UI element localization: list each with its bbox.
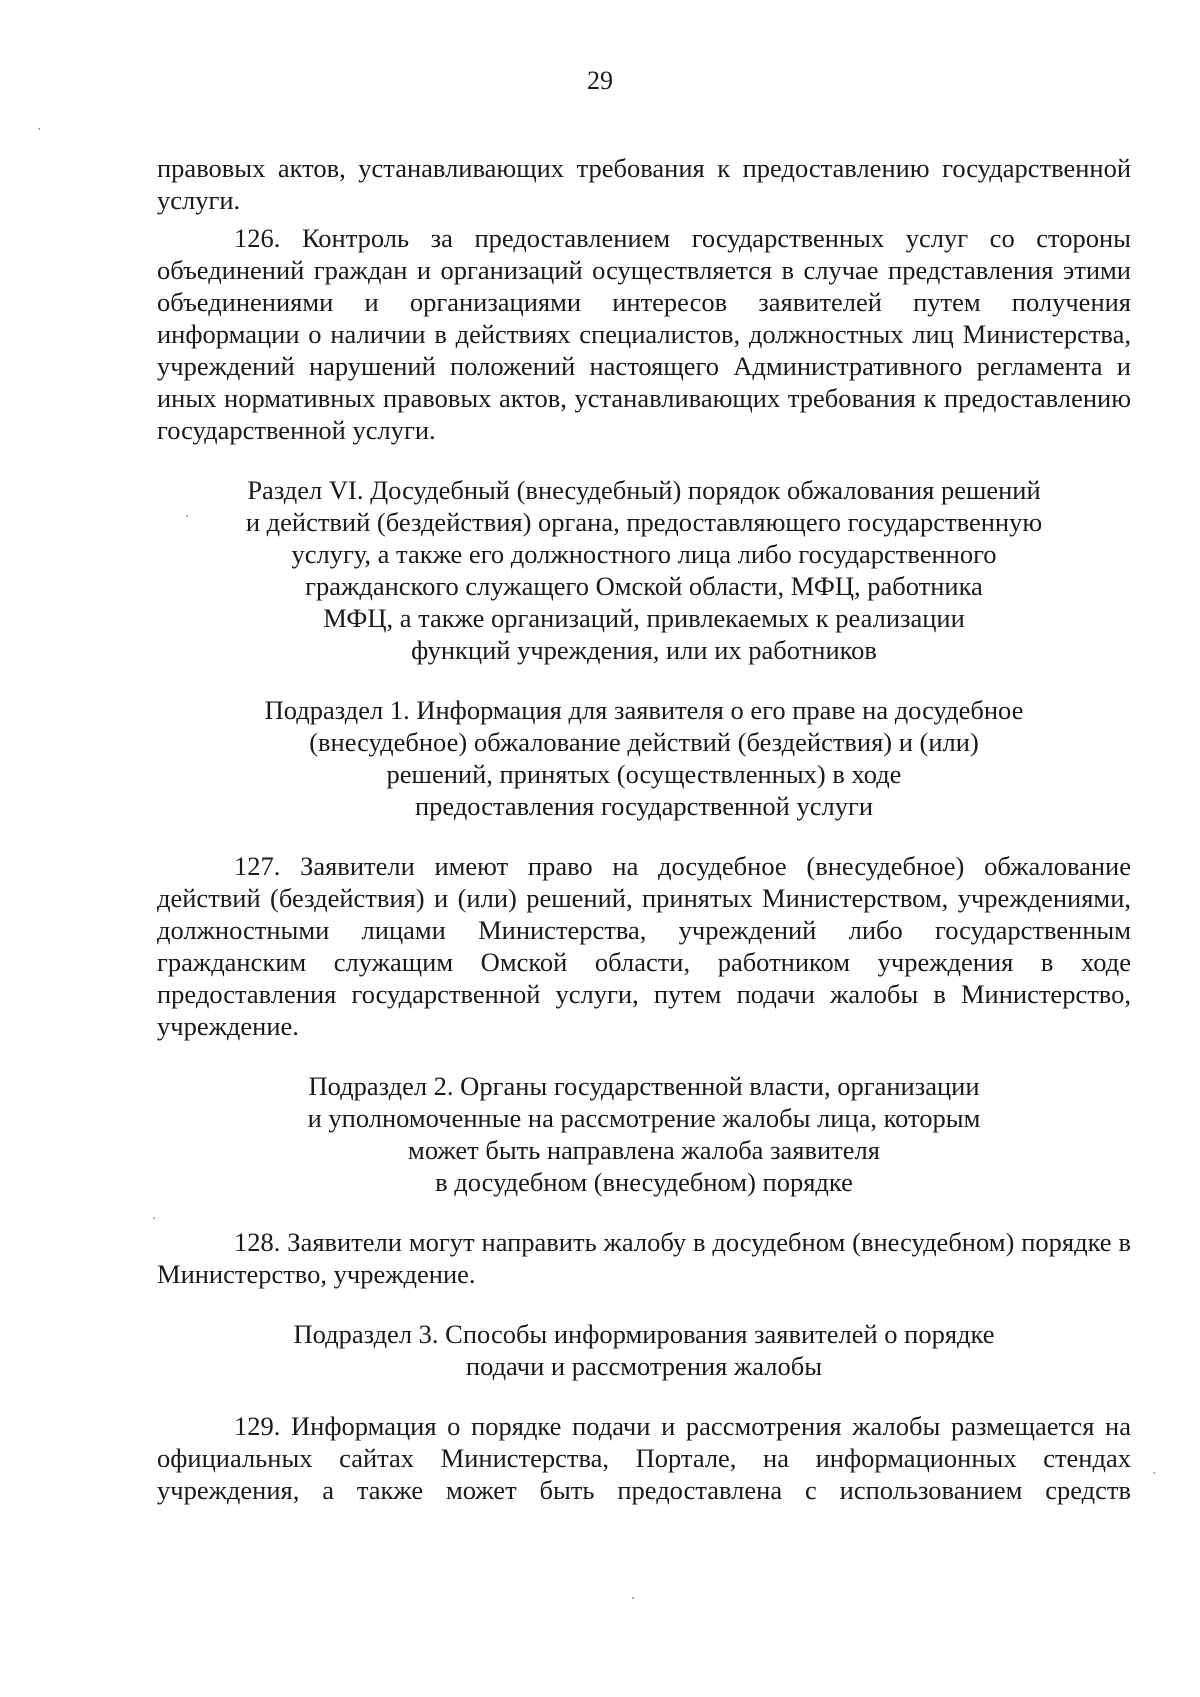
- heading-line: предоставления государственной услуги: [414, 791, 874, 821]
- heading-line: функций учреждения, или их работников: [411, 635, 877, 665]
- heading-line: подачи и рассмотрения жалобы: [465, 1351, 823, 1381]
- paragraph-126: 126. Контроль за предоставлением государственных услуг со стороны объединений граждан и организаций осуществляется в случае представления этими объединениями и организациями интересов заявителей путем получения информации о наличии в действиях специалистов, должностных лиц Министерства, учреждений нарушений положений настоящего Административного регламента и иных нормативных правовых актов, устанавливающих требования к предоставлению государственной услуги.: [157, 223, 1131, 445]
- document-body: [157, 152, 1131, 1506]
- heading-line: (внесудебное) обжалование действий (бездействия) и (или): [309, 727, 979, 757]
- subsection-heading-2: [157, 1070, 1131, 1198]
- heading-line: Подраздел 1. Информация для заявителя о его праве на досудебное: [264, 695, 1024, 725]
- heading-line: решений, принятых (осуществленных) в ходе: [386, 759, 902, 789]
- scan-speck: [38, 128, 40, 130]
- heading-line: может быть направлена жалоба заявителя: [408, 1135, 880, 1165]
- section-heading-6: [157, 474, 1131, 666]
- heading-line: и уполномоченные на рассмотрение жалобы лица, которым: [307, 1103, 981, 1133]
- scan-speck: [1153, 1472, 1155, 1474]
- heading-line: в досудебном (внесудебном) порядке: [435, 1167, 853, 1197]
- page-number: 29: [587, 66, 613, 95]
- paragraph-continuation: правовых актов, устанавливающих требования к предоставлению государственной услуги.: [157, 153, 1131, 215]
- paragraph-128: 128. Заявители могут направить жалобу в досудебном (внесудебном) порядке в Министерство, учреждение.: [157, 1227, 1131, 1289]
- scan-speck: [153, 1217, 155, 1219]
- heading-line: МФЦ, а также организаций, привлекаемых к реализации: [323, 603, 965, 633]
- heading-line: услугу, а также его должностного лица либо государственного: [291, 539, 997, 569]
- subsection-heading-1: [157, 694, 1131, 822]
- heading-line: Подраздел 2. Органы государственной власти, организации: [308, 1071, 980, 1101]
- paragraph-127: 127. Заявители имеют право на досудебное (внесудебное) обжалование действий (бездействия) и (или) решений, принятых Министерством, учреждениями, должностными лицами Министерства, учреждений либо государственным гражданским служащим Омской области, работником учреждения в ходе предоставления государственной услуги, путем подачи жалобы в Министерство, учреждение.: [157, 851, 1131, 1041]
- subsection-heading-3: [157, 1318, 1131, 1382]
- heading-line: Раздел VI. Досудебный (внесудебный) порядок обжалования решений: [247, 475, 1041, 505]
- heading-line: Подраздел 3. Способы информирования заявителей о порядке: [293, 1319, 995, 1349]
- heading-line: гражданского служащего Омской области, МФЦ, работника: [305, 571, 983, 601]
- heading-line: и действий (бездействия) органа, предоставляющего государственную: [245, 507, 1043, 537]
- paragraph-129: 129. Информация о порядке подачи и рассмотрения жалобы размещается на официальных сайтах Министерства, Портале, на информационных стендах учреждения, а также может быть предоставлена с использованием средств: [157, 1411, 1131, 1505]
- scan-speck: [186, 515, 188, 517]
- scan-speck: [632, 1597, 634, 1599]
